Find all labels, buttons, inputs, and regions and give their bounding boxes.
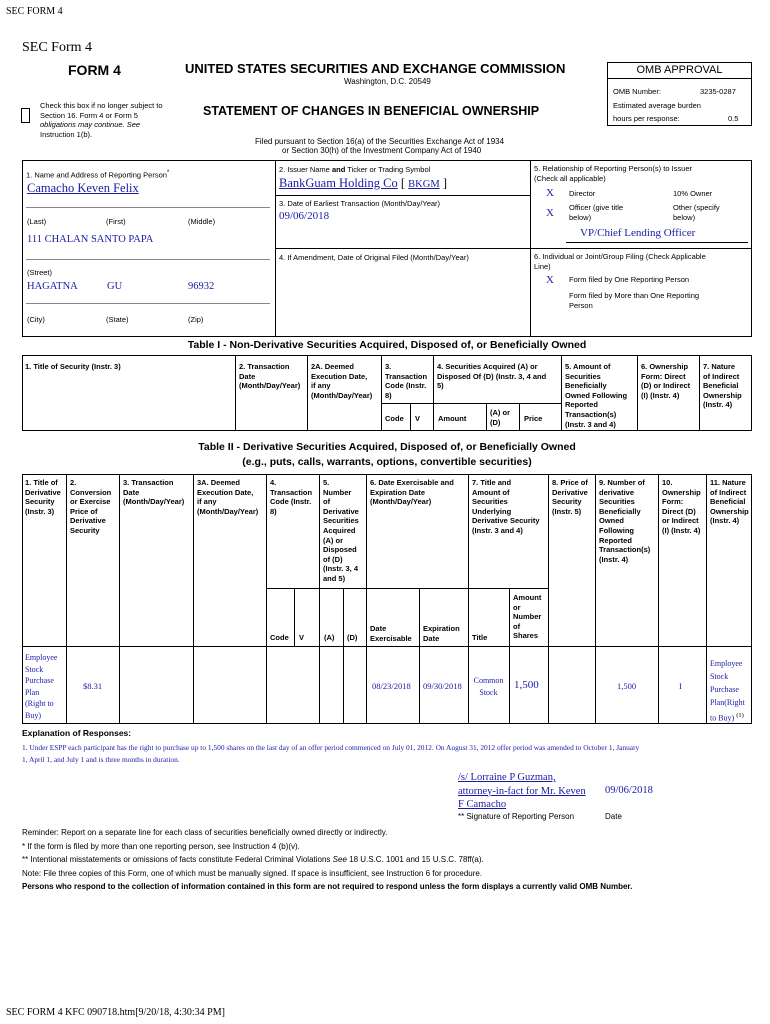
reporting-person-name: Camacho Keven Felix	[27, 181, 139, 195]
t2-col-owned: 9. Number of derivative Securities Beneficially Owned Following Reported Transaction(s) (Instr. 4)	[599, 478, 651, 564]
table1-title: Table I - Non-Derivative Securities Acquired, Disposed of, or Beneficially Owned	[187, 339, 587, 351]
box4-label: 4. If Amendment, Date of Original Filed (Month/Day/Year)	[279, 253, 469, 262]
officer-check[interactable]: X	[546, 207, 554, 219]
footer-notes: Reminder: Report on a separate line for each class of securities beneficially owned directly or indirectly. * If the form is filed by more than one reporting person, see Instruction 4 (b)(v). ** Intentional misstatements or omissions of facts constitute Federal Criminal Violations See 18 U.S.C. 1001 and 15 U.S.C. 78ff(a). Note: File three copies of this Form, one of which must be manually signed. If space is insufficient, see Instruction 6 for procedure. Persons who respond to the collection of information contained in this form are not required to respond unless the form displays a currently valid OMB Number.	[22, 828, 633, 892]
t2-col-date: 3. Transaction Date (Month/Day/Year)	[123, 478, 185, 507]
state-value: GU	[107, 281, 123, 292]
table-row-derivative-title: Employee Stock Purchase Plan (Right to Buy)	[25, 653, 58, 720]
explanation-text: 1. Under ESPP each participant has the right to purchase up to 1,500 shares on the last day of an offer period commenced on July 01, 2012. On August 31, 2012 offer period was amended to October 1, January 1, April 1, and July 1 and is three months in duration.	[22, 743, 640, 764]
street-label: (Street)	[27, 268, 53, 277]
director-label: Director	[569, 189, 596, 198]
city-label: (City)	[27, 315, 45, 324]
box2-label: 2. Issuer Name and Ticker or Trading Symbol	[279, 165, 431, 174]
t2-sub-date-ex: Date Exercisable	[370, 624, 412, 643]
underlying-title: Common Stock	[473, 676, 504, 697]
first-label: (First)	[106, 217, 126, 226]
table2-title: Table II - Derivative Securities Acquired, Disposed of, or Beneficially Owned (e.g., puts, calls, warrants, options, convertible securities)	[198, 441, 576, 468]
issuer-name: BankGuam Holding Co [ BKGM ]	[279, 176, 447, 190]
t2-col-deemed: 3A. Deemed Execution Date, if any (Month/Day/Year)	[197, 478, 259, 516]
omb-title: OMB APPROVAL	[607, 62, 752, 79]
omb-hours: 0.5	[728, 114, 739, 123]
t1-sub-amount: Amount	[438, 414, 467, 423]
t2-col-title: 1. Title of Derivative Security (Instr. 3)	[25, 478, 61, 516]
t2-sub-title: Title	[472, 633, 488, 642]
browser-footer: SEC FORM 4 KFC 090718.htm[9/20/18, 4:30:34 PM]	[6, 1007, 225, 1018]
t2-col-price: 8. Price of Derivative Security (Instr. 5)	[552, 478, 588, 516]
filed-line-2: or Section 30(h) of the Investment Company Act of 1940	[282, 146, 482, 155]
owned-following: 1,500	[617, 681, 637, 691]
zip-label: (Zip)	[188, 315, 204, 324]
t1-col-date: 2. Transaction Date (Month/Day/Year)	[239, 362, 301, 391]
t1-col-amount-owned: 5. Amount of Securities Beneficially Owned Following Reported Transaction(s) (Instr. 3 and 4)	[565, 362, 628, 429]
t1-col-nature: 7. Nature of Indirect Beneficial Ownership (Instr. 4)	[703, 362, 742, 410]
omb-number-label: OMB Number:	[613, 87, 661, 96]
signature-date: 09/06/2018	[605, 785, 653, 796]
t2-sub-a: (A)	[324, 633, 335, 642]
earliest-transaction-date: 09/06/2018	[279, 210, 330, 222]
state-label: (State)	[106, 315, 129, 324]
omb-number: 3235-0287	[700, 87, 736, 96]
underlying-amount: 1,500	[514, 679, 539, 691]
date-exercisable: 08/23/2018	[372, 681, 411, 691]
more-person-label: Form filed by More than One Reporting Person	[569, 291, 700, 310]
ten-pct-label: 10% Owner	[673, 189, 713, 198]
last-label: (Last)	[27, 217, 47, 226]
t1-sub-v: V	[415, 414, 421, 423]
zip-value: 96932	[188, 281, 215, 292]
t2-col-conversion: 2. Conversion or Exercise Price of Derivative Security	[70, 478, 112, 535]
t1-sub-aord: (A) or (D)	[490, 408, 510, 427]
t2-col-underlying: 7. Title and Amount of Securities Underlying Derivative Security (Instr. 3 and 4)	[472, 478, 540, 535]
expiration-date: 09/30/2018	[423, 681, 462, 691]
omb-burden-label: Estimated average burden	[613, 101, 701, 110]
t1-col-acquired: 4. Securities Acquired (A) or Disposed Of (D) (Instr. 3, 4 and 5)	[437, 362, 547, 391]
one-person-check[interactable]: X	[546, 274, 554, 286]
officer-title: VP/Chief Lending Officer	[580, 227, 696, 239]
officer-label: Officer (give title below)	[569, 203, 624, 222]
t1-col-code: 3. Transaction Code (Instr. 8)	[385, 362, 428, 400]
ownership-form: I	[679, 681, 682, 691]
t1-col-title: 1. Title of Security (Instr. 3)	[25, 362, 121, 371]
conversion-price: $8.31	[83, 681, 103, 691]
commission-location: Washington, D.C. 20549	[344, 77, 431, 86]
signature-label: ** Signature of Reporting Person	[458, 812, 575, 821]
commission-title: UNITED STATES SECURITIES AND EXCHANGE COMMISSION	[185, 61, 566, 76]
t1-sub-price: Price	[524, 414, 543, 423]
t2-sub-code: Code	[270, 633, 289, 642]
box1-label: 1. Name and Address of Reporting Person*	[26, 169, 170, 180]
nature-of-ownership: Employee Stock Purchase Plan(Right to Buy) $^{(1)}$	[710, 659, 745, 723]
city-value: HAGATNA	[27, 281, 78, 292]
t2-col-code: 4. Transaction Code (Instr. 8)	[270, 478, 313, 516]
box5-label: 5. Relationship of Reporting Person(s) to Issuer (Check all applicable)	[534, 164, 692, 183]
section16-checkbox[interactable]	[21, 108, 30, 123]
t1-col-deemed: 2A. Deemed Execution Date, if any (Month/Day/Year)	[311, 362, 373, 400]
t2-sub-v: V	[299, 633, 305, 642]
t1-col-ownership-form: 6. Ownership Form: Direct (D) or Indirect (I) (Instr. 4)	[641, 362, 691, 400]
box3-label: 3. Date of Earliest Transaction (Month/Day/Year)	[279, 199, 441, 208]
form-label: FORM 4	[68, 62, 121, 78]
omb-hours-label: hours per response:	[613, 114, 680, 123]
date-label: Date	[605, 812, 622, 821]
t2-col-ownership-form: 10. Ownership Form: Direct (D) or Indirect (I) (Instr. 4)	[662, 478, 701, 535]
browser-header: SEC FORM 4	[6, 6, 63, 17]
director-check[interactable]: X	[546, 187, 554, 199]
signature: /s/ Lorraine P Guzman, attorney-in-fact for Mr. Keven F Camacho	[458, 772, 586, 810]
t2-sub-expiration: Expiration Date	[423, 624, 460, 643]
t2-col-exercisable: 6. Date Exercisable and Expiration Date (Month/Day/Year)	[370, 478, 454, 507]
checkbox-text: Check this box if no longer subject to Section 16. Form 4 or Form 5 obligations may continue. See Instruction 1(b).	[40, 101, 163, 139]
street-value: 111 CHALAN SANTO PAPA	[27, 234, 154, 245]
statement-title: STATEMENT OF CHANGES IN BENEFICIAL OWNERSHIP	[203, 104, 540, 118]
other-label: Other (specify below)	[673, 203, 720, 222]
explanation-label: Explanation of Responses:	[22, 728, 132, 738]
box6-label: 6. Individual or Joint/Group Filing (Check Applicable Line)	[534, 252, 706, 271]
t1-sub-code: Code	[385, 414, 404, 423]
t2-sub-amount: Amount or Number of Shares	[513, 593, 542, 641]
doc-title: SEC Form 4	[22, 40, 93, 55]
middle-label: (Middle)	[188, 217, 216, 226]
t2-col-number: 5. Number of Derivative Securities Acquired (A) or Disposed of (D) (Instr. 3, 4 and 5)	[323, 478, 359, 583]
filed-line-1: Filed pursuant to Section 16(a) of the Securities Exchange Act of 1934	[255, 137, 505, 146]
t2-col-nature: 11. Nature of Indirect Beneficial Ownership (Instr. 4)	[710, 478, 749, 526]
one-person-label: Form filed by One Reporting Person	[569, 275, 690, 284]
t2-sub-d: (D)	[347, 633, 358, 642]
